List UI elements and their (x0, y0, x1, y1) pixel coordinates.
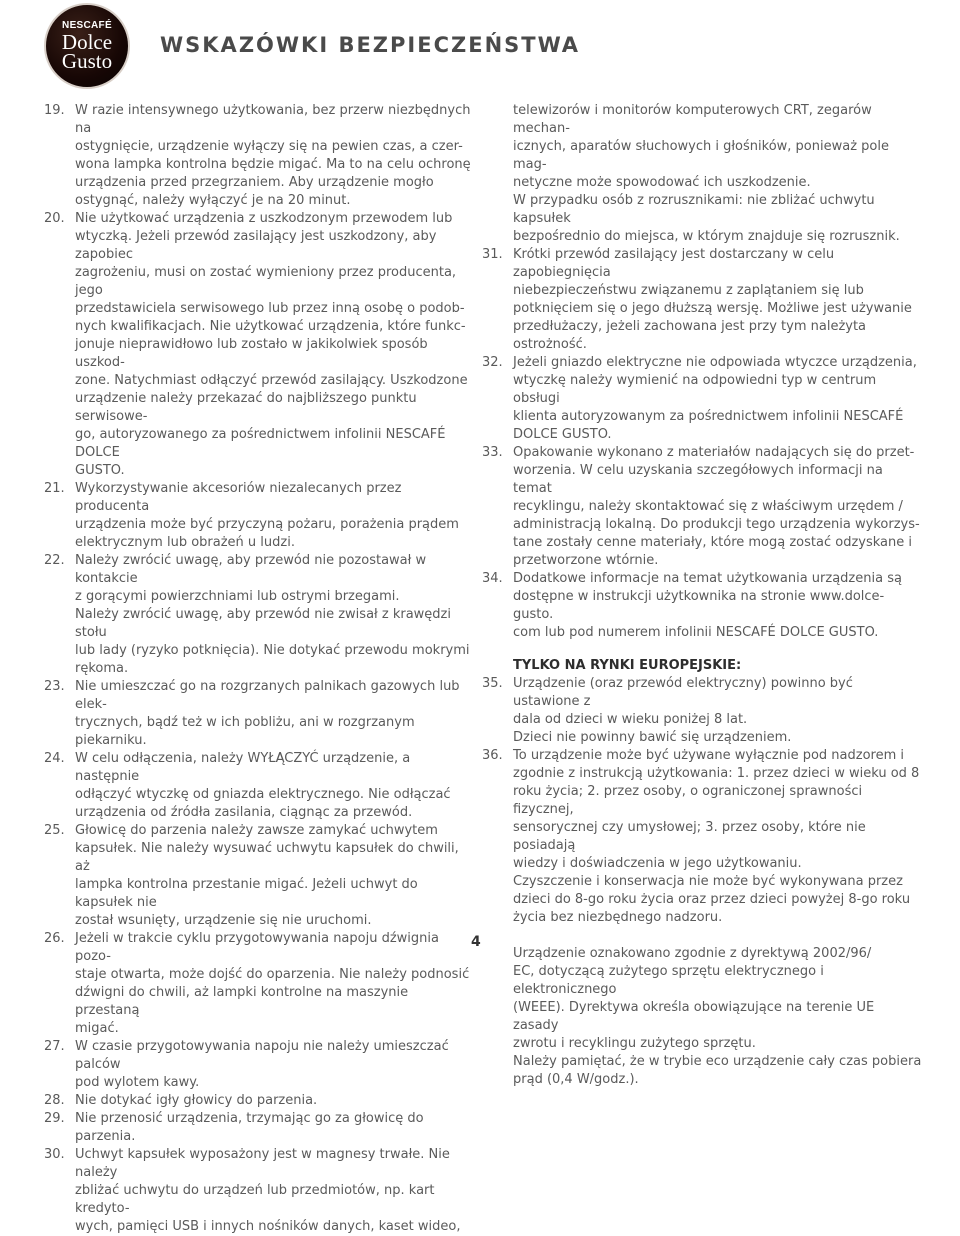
item-number: 25. (44, 823, 65, 838)
page-number: 4 (471, 934, 481, 950)
weee-paragraph: Urządzenie oznakowano zgodnie z dyrektywą 2002/96/ EC, dotyczącą zużytego sprzętu elektrycznego i elektronicznego (WEEE). Dyrektywa określa obowiązujące na terenie UE zasady zwrotu i recyklingu zużytego sprzętu. Należy pamiętać, że w trybie eco urządzenie cały czas pobiera prąd (0,4 W/godz.). (513, 946, 922, 1087)
list-item-28 (44, 1092, 474, 1110)
list-item-36 (482, 747, 922, 927)
left-column (44, 102, 474, 1236)
item-number: 26. (44, 931, 65, 946)
item-number: 32. (482, 355, 503, 370)
list-item-22 (44, 552, 474, 678)
item-number: 34. (482, 571, 503, 586)
list-item-27 (44, 1038, 474, 1092)
item-text: Jeżeli gniazdo elektryczne nie odpowiada wtyczce urządzenia, wtyczkę należy wymienić na odpowiedni typ w centrum obsługi klienta autoryzowanym za pośrednictwem infolinii NESCAFÉ DOLCE GUSTO. (513, 355, 917, 442)
list-item-32 (482, 354, 922, 444)
item-text: W razie intensywnego użytkowania, bez przerw niezbędnych na ostygnięcie, urządzenie wyłączy się na pewien czas, a czer- wona lampka kontrolna będzie migać. Ma to na celu ochronę urządzenia przed przegrzaniem. Aby urządzenie mogło ostygnąć, należy wyłączyć je na 20 minut. (75, 103, 471, 208)
item-number: 33. (482, 445, 503, 460)
item-text: To urządzenie może być używane wyłącznie pod nadzorem i zgodnie z instrukcją użytkowania: 1. przez dzieci w wieku od 8 roku życia; 2. przez osoby, o ograniczonej sprawności fizycznej, sensorycznej czy umysłowej; 3. przez osoby, które nie posiadają wiedzy i doświadczenia w jego użytkowaniu. Czyszczenie i konserwacja nie może być wykonywana przez dzieci do 8-go roku życia oraz przez dzieci powyżej 8-go roku życia bez niezbędnego nadzoru. (513, 748, 920, 925)
item-text: Urządzenie (oraz przewód elektryczny) powinno być ustawione z dala od dzieci w wieku poniżej 8 lat. Dzieci nie powinny bawić się urządzeniem. (513, 676, 853, 745)
item-number: 31. (482, 247, 503, 262)
eu-section-title: TYLKO NA RYNKI EUROPEJSKIE: (513, 658, 742, 673)
item-text: Dodatkowe informacje na temat użytkowania urządzenia są dostępne w instrukcji użytkownika na stronie www.dolce-gusto. com lub pod numerem infolinii NESCAFÉ DOLCE GUSTO. (513, 571, 902, 640)
list-item-20 (44, 210, 474, 480)
item-number: 28. (44, 1093, 65, 1108)
list-item-30 (44, 1146, 474, 1236)
nescafe-dolce-gusto-logo (44, 3, 130, 89)
item-text: Uchwyt kapsułek wyposażony jest w magnesy trwałe. Nie należy zbliżać uchwytu do urządzeń lub przedmiotów, np. kart kredyto- wych, pamięci USB i innych nośników danych, kaset wideo, (75, 1147, 461, 1234)
item-text: Nie dotykać igły głowicy do parzenia. (75, 1093, 318, 1108)
item-number: 20. (44, 211, 65, 226)
item-number: 21. (44, 481, 65, 496)
list-item-35 (482, 675, 922, 747)
item-text: Nie umieszczać go na rozgrzanych palnikach gazowych lub elek- trycznych, bądź też w ich pobliżu, ani w rozgrzanym piekarniku. (75, 679, 460, 748)
item-text: Krótki przewód zasilający jest dostarczany w celu zapobiegnięcia niebezpieczeństwu związanemu z zaplątaniem się lub potknięciem się o jego dłuższą wersję. Możliwe jest używanie przedłużaczy, jeżeli zachowana jest przy tym należyta ostrożność. (513, 247, 912, 352)
logo-line-2: Gusto (61, 49, 113, 73)
logo-line-1: Dolce (61, 30, 113, 54)
item-text: Nie przenosić urządzenia, trzymając go za głowicę do parzenia. (75, 1111, 424, 1144)
right-column (482, 102, 922, 1089)
item-number: 19. (44, 103, 65, 118)
list-item-33 (482, 444, 922, 570)
item-number: 29. (44, 1111, 65, 1126)
item-text: W celu odłączenia, należy WYŁĄCZYĆ urządzenie, a następnie odłączyć wtyczkę od gniazda elektrycznego. Nie odłączać urządzenia od źródła zasilania, ciągnąc za przewód. (75, 751, 451, 820)
item-number: 24. (44, 751, 65, 766)
list-item-34 (482, 570, 922, 642)
list-item-25 (44, 822, 474, 930)
item-number: 36. (482, 748, 503, 763)
item-text: W czasie przygotowywania napoju nie należy umieszczać palców pod wylotem kawy. (75, 1039, 449, 1090)
item-number: 23. (44, 679, 65, 694)
list-item-21 (44, 480, 474, 552)
list-item-19 (44, 102, 474, 210)
item-text: Wykorzystywanie akcesoriów niezalecanych przez producenta urządzenia może być przyczyną pożaru, porażenia prądem elektrycznym lub obrażeń u ludzi. (75, 481, 459, 550)
list-item-31 (482, 246, 922, 354)
item-text: Jeżeli w trakcie cyklu przygotowywania napoju dźwignia pozo- staje otwarta, może dojść do oparzenia. Nie należy podnosić dźwigni do chwili, aż lampki kontrolne na maszynie przestaną migać. (75, 931, 470, 1036)
item-number: 27. (44, 1039, 65, 1054)
item-number: 35. (482, 676, 503, 691)
item-text: Głowicę do parzenia należy zawsze zamykać uchwytem kapsułek. Nie należy wysuwać uchwytu kapsułek do chwili, aż lampka kontrolna przestanie migać. Jeżeli uchwyt do kapsułek nie został wsunięty, urządzenie się nie uruchomi. (75, 823, 459, 928)
item-text: Nie użytkować urządzenia z uszkodzonym przewodem lub wtyczką. Jeżeli przewód zasilający jest uszkodzony, aby zapobiec zagrożeniu, musi on zostać wymieniony przez producenta, jego przedstawiciela serwisowego lub przez inną osobę o podob- nych kwalifikacjach. Nie użytkować urządzenia, które funkc- jonuje nieprawidłowo lub zostało w jakikolwiek sposób uszkod- zone. Natychmiast odłączyć przewód zasilający. Uszkodzone urządzenie należy przekazać do najbliższego punktu serwisowe- go, autoryzowanego za pośrednictwem infolinii NESCAFÉ DOLCE GUSTO. (75, 211, 468, 478)
list-item-23 (44, 678, 474, 750)
logo-brand: NESCAFÉ (62, 20, 112, 31)
item-text: Opakowanie wykonano z materiałów nadających się do przet- worzenia. W celu uzyskania szczegółowych informacji na temat recyklingu, należy skontaktować się z właściwym urzędem / administracją lokalną. Do produkcji tego urządzenia wykorzys- tane zostały cenne materiały, które mogą zostać odzyskane i przetworzone wtórnie. (513, 445, 920, 568)
item-number: 22. (44, 553, 65, 568)
page-title: WSKAZÓWKI BEZPIECZEŃSTWA (160, 33, 581, 57)
list-item-29 (44, 1110, 474, 1146)
list-item-24 (44, 750, 474, 822)
list-item-26 (44, 930, 474, 1038)
item-number: 30. (44, 1147, 65, 1162)
continued-paragraph: telewizorów i monitorów komputerowych CRT, zegarów mechan- icznych, aparatów słuchowych i głośników, ponieważ pole mag- netyczne może spowodować ich uszkodzenie. W przypadku osób z rozrusznikami: nie zbliżać uchwytu kapsułek bezpośrednio do miejsca, w którym znajduje się rozrusznik. (513, 103, 900, 244)
item-text: Należy zwrócić uwagę, aby przewód nie pozostawał w kontakcie z gorącymi powierzchniami lub ostrymi brzegami. Należy zwrócić uwagę, aby przewód nie zwisał z krawędzi stołu lub lady (ryzyko potknięcia). Nie dotykać przewodu mokrymi rękoma. (75, 553, 470, 676)
